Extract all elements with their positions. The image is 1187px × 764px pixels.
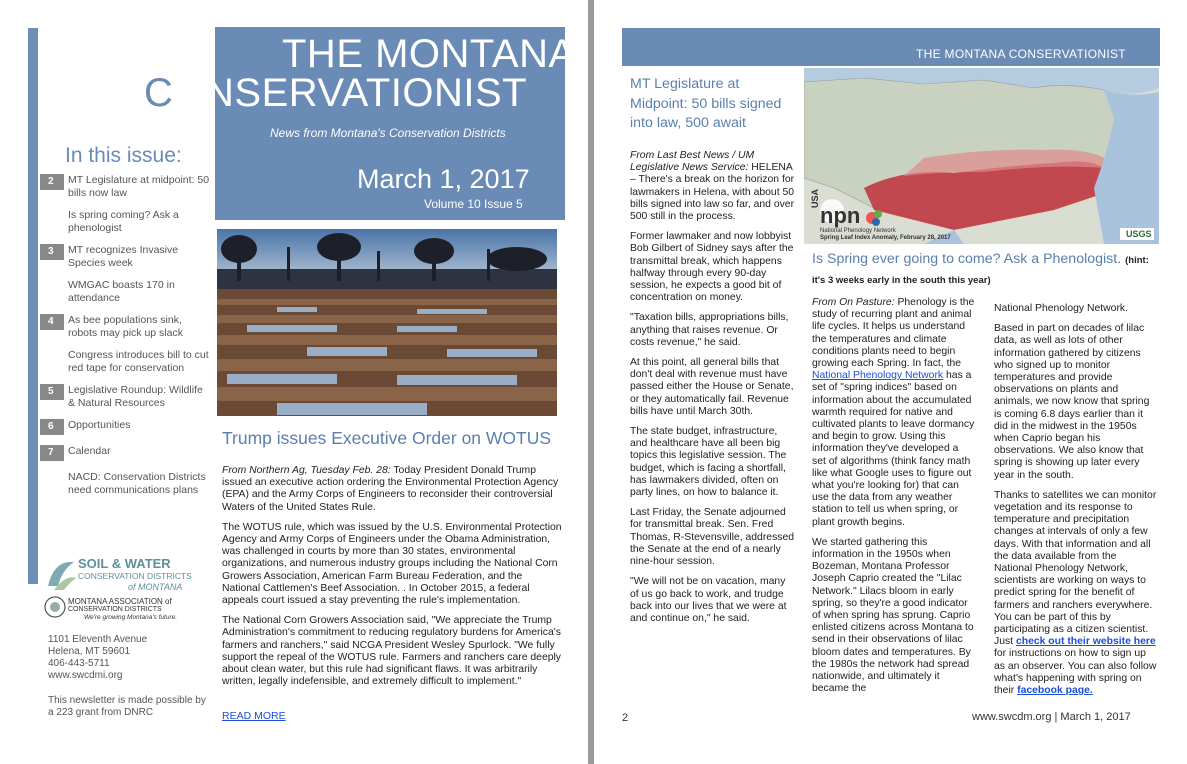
- sidebar-accent-bar: [28, 28, 38, 584]
- map-logo-usa: USA: [810, 188, 820, 208]
- toc-item[interactable]: [40, 209, 210, 234]
- article-paragraph: The WOTUS rule, which was issued by the U.S. Environmental Protection Agency and Army Corps of Engineers under the Obama Administration, was challenged in courts by more than 30 states, environmental organizations, and numerous industry groups including the National Corn Growers Association, American Farm Bureau Federation, and the National Cattlemen's Beef Association. . In October 2015, a federal appeals court issued a stay preventing the rule's implementation.: [222, 521, 562, 607]
- article-source: From On Pasture:: [812, 297, 895, 308]
- issue-date: March 1, 2017: [357, 164, 530, 194]
- toc-page-badge: 6: [40, 419, 64, 435]
- toc-item-label: Calendar: [68, 445, 111, 457]
- article-text: HELENA – There's a break on the horizon for lawmakers in Helena, with about 50 bills signed into law so far, and over 500 still in the process.: [630, 162, 795, 223]
- toc-item-label: NACD: Conservation Districts need communications plans: [68, 471, 206, 496]
- issue-volume: Volume 10 Issue 5: [424, 197, 523, 211]
- article-paragraph: [630, 150, 795, 223]
- toc-page-badge: 5: [40, 384, 64, 400]
- article-text: Phenology is the study of recurring plant and animal life cycles. It helps us understand the temperatures and climate conditions plants need to begin growing each Spring. In fact, the: [812, 297, 975, 370]
- article-text: for instructions on how to sign up as an observer. You can also follow what's happening with spring on their: [994, 648, 1157, 697]
- toc-item-label: WMGAC boasts 170 in attendance: [68, 279, 175, 304]
- article-paragraph: National Phenology Network.: [994, 303, 1128, 314]
- page-number: 2: [622, 712, 629, 724]
- map-logo-org: National Phenology Network: [820, 228, 896, 234]
- legislature-article-title: MT Legislature at Midpoint: 50 bills signed into law, 500 await: [630, 76, 782, 131]
- toc-item[interactable]: [40, 349, 210, 374]
- macd-logo-tagline: We're growing Montana's future.: [84, 614, 178, 621]
- article-paragraph: The National Corn Growers Association said, "We appreciate the Trump Administration's commitment to reducing regulatory burdens for America's farmers and ranchers," said NCGA President Wesley Spurlock. "We fully support the repeal of the WOTUS rule. Farmers and ranchers care deeply about clean water, but this rule had significant flaws. It was arbitrarily written, legally indefensible, and extremely difficult to implement.": [222, 615, 562, 688]
- toc-item-label: As bee populations sink, robots may pick up slack: [68, 314, 183, 339]
- address-website[interactable]: www.swcdmi.org: [48, 670, 123, 681]
- toc-page-badge: 4: [40, 314, 64, 330]
- newsletter-page-2: [594, 0, 1187, 764]
- flooded-field-photo: [217, 229, 557, 416]
- toc-item-label: Is spring coming? Ask a phenologist: [68, 209, 179, 234]
- swcd-logo-line3: of MONTANA: [128, 582, 183, 592]
- grant-note: This newsletter is made possible by a 223 grant from DNRC: [48, 695, 206, 718]
- macd-logo-line2: CONSERVATION DISTRICTS: [68, 606, 162, 613]
- phenology-article-column-1: [812, 297, 975, 704]
- facebook-link[interactable]: facebook page.: [1017, 685, 1093, 697]
- article-paragraph: Based in part on decades of lilac data, as well as lots of other information gathered by citizens who signed up to monitor temperatures and provide observations on plants and animals, we now know that spring is coming 6.8 days earlier than it did in the midwest in the 1950s when Caprio began his observations. We also know that spring is showing up later every year in the south.: [994, 323, 1150, 481]
- table-of-contents: [40, 174, 210, 506]
- address-line: Helena, MT 59601: [48, 646, 131, 657]
- toc-page-badge: 2: [40, 174, 64, 190]
- swcd-logo-icon: [44, 556, 78, 592]
- article-paragraph: Former lawmaker and now lobbyist Bob Gilbert of Sidney says after the transmittal break, which happens halfway through every 90-day session, he expects a good bit of concentration on money.: [630, 231, 794, 304]
- masthead-title-initial: C: [144, 71, 174, 115]
- map-logo-npn: npn: [820, 203, 861, 228]
- masthead-title-rest: ONSERVATIONIST: [173, 71, 528, 115]
- in-this-issue-heading: In this issue:: [65, 144, 182, 167]
- article-paragraph: "Taxation bills, appropriations bills, anything that raises revenue. Or costs revenue," he said.: [630, 312, 789, 348]
- masthead-tagline: News from Montana's Conservation Districts: [270, 126, 506, 140]
- toc-item[interactable]: [40, 384, 210, 409]
- phenology-article-title: [812, 250, 1152, 290]
- npn-link[interactable]: National Phenology Network: [812, 370, 944, 382]
- toc-item[interactable]: [40, 174, 210, 199]
- toc-page-badge: [40, 471, 64, 487]
- page-footer: www.swcdm.org | March 1, 2017: [972, 711, 1131, 723]
- flooded-field-illustration: [217, 229, 557, 416]
- article-text: has a set of "spring indices" based on information about the accumulated warmth required for native and cultivated plants to leave dormancy and begin to grow. Using this information they've developed a set of algorithms (think fancy math like what Google uses to figure out what you're looking for) that can use the data from any weather station to tell us when spring, or plant growth begins.: [812, 370, 975, 528]
- toc-page-badge: [40, 209, 64, 225]
- article-source: From Northern Ag, Tuesday Feb. 28:: [222, 465, 391, 476]
- macd-seal-icon: [44, 596, 68, 618]
- toc-page-badge: 3: [40, 244, 64, 260]
- toc-item[interactable]: [40, 279, 210, 304]
- wotus-article-title: Trump issues Executive Order on WOTUS: [222, 428, 552, 448]
- phenology-title-hint: (hint: it's 3 weeks early in the south this year): [812, 255, 1149, 286]
- swcd-logo-line1: SOIL & WATER: [78, 556, 171, 571]
- toc-item-label: Congress introduces bill to cut red tape for conservation: [68, 349, 209, 374]
- phenology-article-column-2: [994, 303, 1157, 705]
- article-source: From Last Best News / UM Legislative News Service:: [630, 150, 755, 174]
- article-paragraph: [994, 490, 1157, 697]
- masthead-title-line1: THE MONTANA: [282, 32, 576, 76]
- newsletter-page-1: [0, 0, 588, 764]
- legislature-article-body: [630, 150, 795, 633]
- toc-item[interactable]: [40, 471, 210, 496]
- mailing-address: [48, 634, 147, 682]
- toc-item[interactable]: [40, 419, 210, 435]
- toc-page-badge: 7: [40, 445, 64, 461]
- toc-page-badge: [40, 349, 64, 365]
- article-paragraph: We started gathering this information in the 1950s when Bozeman, Montana Professor Joseph Caprio created the "Lilac Network." Lilacs bloom in early spring, so they're a good indicator of when spring has sprung. Caprio enlisted citizens across Montana to send in their observations of lilac bloom dates and temperatures. By the 1980s the network had spread nationwide, and ultimately it became the: [812, 536, 974, 695]
- address-phone: 406-443-5711: [48, 658, 110, 669]
- phenology-title-text: Is Spring ever going to come? Ask a Phenologist.: [812, 251, 1122, 267]
- toc-item-label: MT Legislature at midpoint: 50 bills now law: [68, 174, 210, 199]
- article-paragraph: [222, 465, 562, 514]
- swcd-logo: [44, 556, 194, 594]
- article-paragraph: [812, 297, 975, 529]
- spring-leaf-index-map: [804, 68, 1159, 244]
- read-more-link[interactable]: READ MORE: [222, 710, 286, 722]
- page-header-title: THE MONTANA CONSERVATIONIST: [916, 47, 1126, 61]
- map-caption: Spring Leaf Index Anomaly, February 28, 2017: [820, 235, 951, 241]
- macd-logo: [44, 596, 204, 620]
- wotus-article-body: [222, 465, 562, 696]
- article-paragraph: The state budget, infrastructure, and healthcare have all been big topics this legislative session. The budget, which is facing a shortfall, has lawmakers divided, often on party lines, on how to balance it.: [630, 426, 787, 499]
- article-paragraph: At this point, all general bills that don't deal with revenue must have passed either the House or Senate, or they automatically fail. Revenue bills have until March 30th.: [630, 357, 794, 417]
- toc-item-label: MT recognizes Invasive Species week: [68, 244, 179, 269]
- article-paragraph: "We will not be on vacation, many of us go back to work, and trudge back into our lives that we were at and continue on," he said.: [630, 576, 787, 624]
- address-line: 1101 Eleventh Avenue: [48, 634, 148, 645]
- macd-logo-line1: MONTANA ASSOCIATION of: [68, 597, 172, 606]
- website-link[interactable]: check out their website here: [1015, 636, 1156, 648]
- toc-item-label: Legislative Roundup: Wildlife & Natural Resources: [68, 384, 203, 409]
- toc-item[interactable]: [40, 314, 210, 339]
- toc-item-label: Opportunities: [68, 419, 131, 431]
- toc-page-badge: [40, 279, 64, 295]
- toc-item[interactable]: [40, 445, 210, 461]
- article-text: Today President Donald Trump issued an executive action ordering the Environmental Protection Agency (EPA) and the Army Corps of Engineers to reconsider their controversial Waters of the United States Rule.: [222, 465, 559, 513]
- article-paragraph: Last Friday, the Senate adjourned for transmittal break. Sen. Fred Thomas, R-Stevensville, addressed the Senate at the end of a nearly nine-hour session.: [630, 507, 795, 568]
- toc-item[interactable]: [40, 244, 210, 269]
- usgs-logo: USGS: [1126, 229, 1152, 239]
- masthead-title-line2: [144, 71, 527, 116]
- swcd-logo-line2: CONSERVATION DISTRICTS: [78, 571, 192, 581]
- article-text: Thanks to satellites we can monitor vegetation and its response to temperature and precipitation changes at intervals of only a few days. With that information and all the data available from the National Phenology Network, scientists are working on ways to predict spring for the benefit of farmers and ranchers everywhere. You can be part of this by participating as a citizen scientist. Just: [994, 489, 1157, 648]
